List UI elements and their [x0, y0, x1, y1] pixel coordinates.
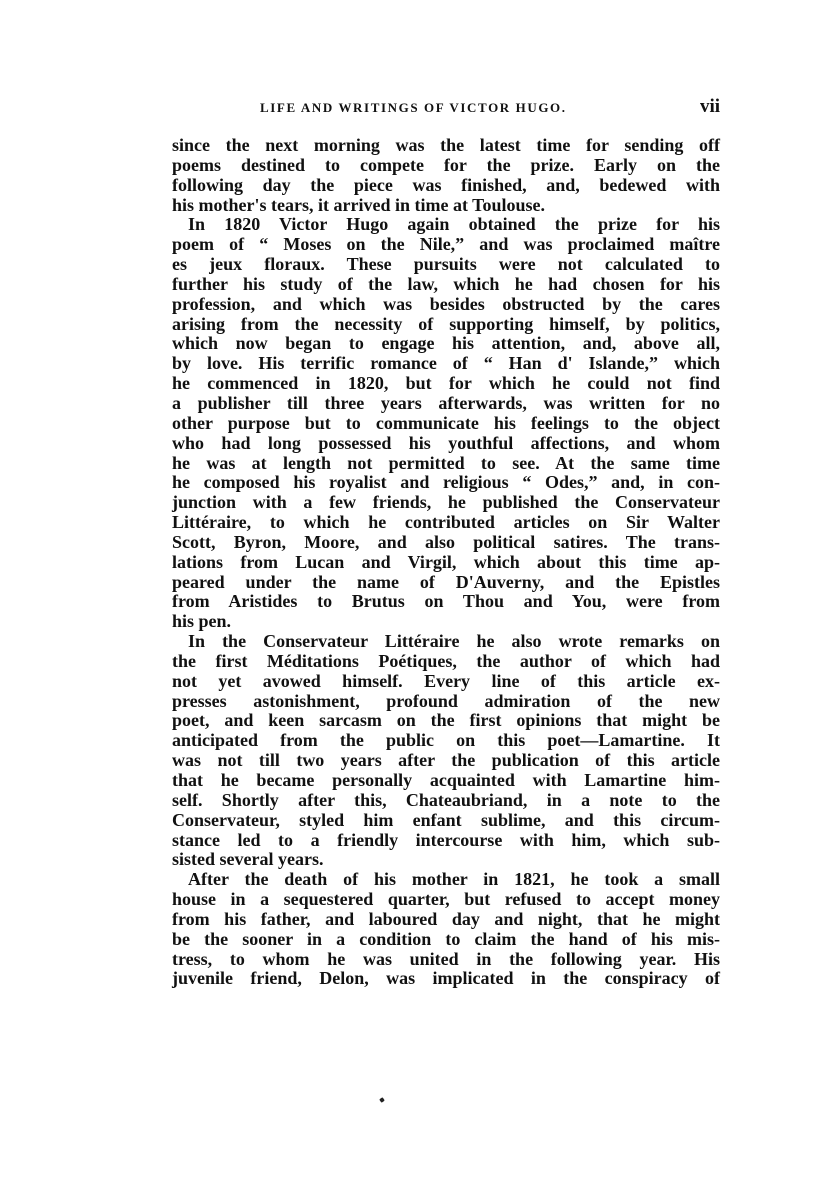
text-line: his pen.	[172, 611, 232, 632]
text-line: from Aristides to Brutus on Thou and You, were from	[172, 591, 720, 612]
text-line: lations from Lucan and Virgil, which about this time ap-	[172, 551, 720, 572]
text-line: sisted several years.	[172, 849, 324, 870]
text-line: other purpose but to communicate his feelings to the object	[172, 412, 720, 433]
text-line: poem of “ Moses on the Nile,” and was proclaimed maître	[172, 234, 720, 255]
text-line: tress, to whom he was united in the following year. His	[172, 948, 720, 969]
ink-speck	[379, 1097, 385, 1103]
text-line: self. Shortly after this, Chateaubriand, in a note to the	[172, 789, 720, 810]
text-line: Littéraire, to which he contributed articles on Sir Walter	[172, 512, 720, 533]
text-line: a publisher till three years afterwards, was written for no	[172, 392, 720, 413]
text-line: In 1820 Victor Hugo again obtained the prize for his	[188, 214, 720, 235]
text-line: es jeux floraux. These pursuits were not calculated to	[172, 254, 720, 275]
body-text	[172, 136, 720, 989]
text-line: anticipated from the public on this poet—Lamartine. It	[172, 730, 720, 751]
text-line: arising from the necessity of supporting himself, by politics,	[172, 313, 720, 334]
text-line: stance led to a friendly intercourse with him, which sub-	[172, 829, 720, 850]
text-line: poems destined to compete for the prize. Early on the	[172, 154, 720, 175]
text-line: who had long possessed his youthful affections, and whom	[172, 432, 720, 453]
text-line: In the Conservateur Littéraire he also wrote remarks on	[188, 631, 720, 652]
text-line: Conservateur, styled him enfant sublime, and this circum-	[172, 809, 720, 830]
text-line: was not till two years after the publication of this article	[172, 750, 720, 771]
page-number: vii	[699, 96, 720, 117]
text-line: peared under the name of D'Auverny, and the Epistles	[172, 571, 720, 592]
text-line: from his father, and laboured day and night, that he might	[172, 908, 720, 929]
text-line: which now began to engage his attention, and, above all,	[172, 333, 720, 354]
text-line: the first Méditations Poétiques, the author of which had	[172, 650, 720, 671]
text-line: he was at length not permitted to see. At the same time	[172, 452, 720, 473]
text-line: that he became personally acquainted with Lamartine him-	[172, 770, 720, 790]
text-line: juvenile friend, Delon, was implicated in the conspiracy of	[172, 968, 720, 989]
text-line: he commenced in 1820, but for which he could not find	[172, 373, 720, 394]
text-line: by love. His terrific romance of “ Han d' Islande,” which	[172, 353, 720, 374]
text-line: house in a sequestered quarter, but refused to accept money	[172, 889, 720, 910]
text-line: profession, and which was besides obstructed by the cares	[172, 293, 720, 314]
text-line: not yet avowed himself. Every line of this article ex-	[172, 670, 720, 691]
text-line: following day the piece was finished, and, bedewed with	[172, 174, 720, 195]
text-line: After the death of his mother in 1821, he took a small	[188, 869, 720, 890]
text-line: presses astonishment, profound admiration of the new	[172, 690, 720, 711]
running-title: LIFE AND WRITINGS OF VICTOR HUGO.	[260, 100, 567, 115]
running-head	[172, 96, 720, 124]
text-line: junction with a few friends, he published the Conservateur	[172, 492, 720, 513]
text-line: Scott, Byron, Moore, and also political satires. The trans-	[172, 531, 720, 552]
text-line: his mother's tears, it arrived in time at Toulouse.	[172, 194, 545, 215]
text-line: be the sooner in a condition to claim the hand of his mis-	[172, 928, 720, 949]
text-line: he composed his royalist and religious “ Odes,” and, in con-	[172, 472, 720, 493]
text-line: poet, and keen sarcasm on the first opinions that might be	[172, 710, 720, 731]
text-line: since the next morning was the latest time for sending off	[172, 135, 720, 155]
text-line: further his study of the law, which he had chosen for his	[172, 273, 720, 294]
